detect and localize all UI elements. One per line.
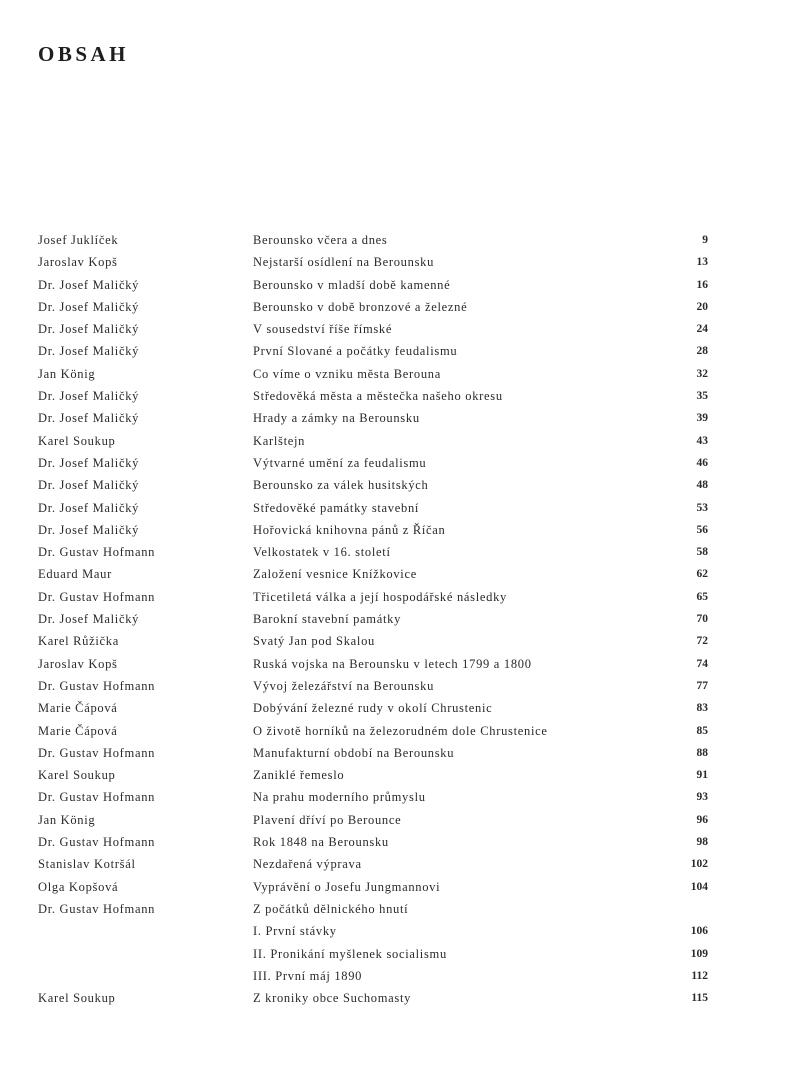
toc-title: Nejstarší osídlení na Berounsku (253, 255, 435, 270)
toc-entry (0, 586, 810, 608)
toc-entry (0, 519, 810, 541)
toc-entry (0, 430, 810, 452)
toc-author: Dr. Gustav Hofmann (38, 589, 156, 604)
toc-title: Z kroniky obce Suchomasty (253, 991, 412, 1006)
toc-author: Dr. Gustav Hofmann (38, 745, 156, 760)
toc-author: Josef Juklíček (38, 233, 119, 247)
toc-author: Dr. Josef Maličký (38, 500, 140, 515)
toc-entry (0, 296, 810, 318)
toc-entry (0, 653, 810, 675)
toc-author: Jaroslav Kopš (38, 656, 118, 671)
toc-author: Jan König (38, 812, 96, 827)
toc-entry (0, 608, 810, 630)
toc-author: Dr. Josef Maličký (38, 478, 140, 493)
toc-title: Vývoj železářství na Berounsku (253, 678, 435, 693)
toc-title: Třicetiletá válka a její hospodářské následky (253, 589, 507, 604)
toc-title: Karlštejn (253, 433, 306, 448)
toc-author: Karel Růžička (38, 634, 119, 649)
toc-author: Marie Čápová (38, 723, 118, 738)
toc-author: Jaroslav Kopš (38, 255, 118, 270)
toc-entry (0, 251, 810, 273)
toc-title: Velkostatek v 16. století (253, 545, 391, 560)
toc-author: Stanislav Kotršál (38, 857, 136, 872)
toc-page-number: 112 (691, 969, 708, 982)
toc-author: Dr. Gustav Hofmann (38, 545, 156, 560)
toc-entry (0, 385, 810, 407)
toc-author: Dr. Josef Maličký (38, 411, 140, 426)
toc-page-number: 96 (696, 813, 708, 826)
toc-page-number: 43 (696, 434, 708, 447)
toc-subentry (0, 943, 810, 965)
toc-page-number: 35 (696, 390, 708, 403)
toc-page-number: 70 (696, 613, 708, 626)
toc-entry (0, 764, 810, 786)
toc-entry (0, 407, 810, 429)
toc-page-number: 20 (696, 300, 708, 313)
toc-entry (0, 229, 810, 251)
toc-entry (0, 876, 810, 898)
toc-entry (0, 474, 810, 496)
toc-entry (0, 630, 810, 652)
toc-page-number: 58 (696, 546, 708, 559)
toc-entry (0, 898, 810, 920)
toc-author: Karel Soukup (38, 433, 116, 448)
toc-title: Barokní stavební památky (253, 612, 402, 627)
toc-title: Svatý Jan pod Skalou (253, 634, 375, 649)
toc-title: Berounsko v době bronzové a železné (253, 299, 468, 314)
toc-author: Dr. Josef Maličký (38, 344, 140, 359)
toc-title: Rok 1848 na Berounsku (253, 835, 389, 850)
toc-author: Dr. Gustav Hofmann (38, 901, 156, 916)
toc-page-number: 28 (696, 345, 708, 358)
toc-entry (0, 697, 810, 719)
toc-title: I. První stávky (253, 924, 337, 939)
toc-page-number: 83 (696, 702, 708, 715)
toc-author: Dr. Gustav Hofmann (38, 835, 156, 850)
toc-author: Dr. Josef Maličký (38, 389, 140, 404)
toc-page-number: 88 (696, 746, 708, 759)
toc-page-number: 39 (696, 412, 708, 425)
toc-title: Nezdařená výprava (253, 857, 362, 872)
toc-title: O životě horníků na železorudném dole Chrustenice (253, 723, 548, 738)
toc-entry (0, 720, 810, 742)
toc-page-number: 56 (696, 523, 708, 536)
toc-author: Dr. Josef Maličký (38, 299, 140, 314)
toc-author: Dr. Josef Maličký (38, 455, 140, 470)
toc-title: Berounsko včera a dnes (253, 233, 388, 247)
toc-entry (0, 786, 810, 808)
toc-page-number: 98 (696, 836, 708, 849)
toc-author: Dr. Josef Maličký (38, 322, 140, 337)
toc-page-number: 85 (696, 724, 708, 737)
toc-page-number: 91 (696, 769, 708, 782)
toc-title: Na prahu moderního průmyslu (253, 790, 426, 805)
toc-page-number: 9 (702, 234, 708, 246)
toc-entry (0, 340, 810, 362)
toc-author: Dr. Gustav Hofmann (38, 790, 156, 805)
toc-page-number: 53 (696, 501, 708, 514)
toc-subentry (0, 920, 810, 942)
toc-title: Vyprávění o Josefu Jungmannovi (253, 879, 441, 894)
toc-page-number: 13 (696, 256, 708, 269)
toc-title: Co víme o vzniku města Berouna (253, 366, 441, 381)
table-of-contents (0, 229, 810, 1009)
toc-title: V sousedství říše římské (253, 322, 393, 337)
toc-entry (0, 853, 810, 875)
toc-entry (0, 987, 810, 1009)
toc-entry (0, 563, 810, 585)
toc-author: Karel Soukup (38, 768, 116, 783)
toc-page-number: 72 (696, 635, 708, 648)
toc-title: Hořovická knihovna pánů z Říčan (253, 522, 446, 537)
toc-title: Založení vesnice Knížkovice (253, 567, 417, 582)
toc-author: Dr. Josef Maličký (38, 277, 140, 292)
page-title: OBSAH (38, 42, 130, 66)
toc-entry (0, 675, 810, 697)
toc-author: Karel Soukup (38, 991, 116, 1006)
toc-page-number: 65 (696, 590, 708, 603)
toc-author: Dr. Gustav Hofmann (38, 678, 156, 693)
toc-entry (0, 742, 810, 764)
toc-title: Berounsko v mladší době kamenné (253, 277, 451, 292)
toc-page-number: 109 (690, 947, 708, 960)
toc-page-number: 74 (696, 657, 708, 670)
toc-title: Berounsko za válek husitských (253, 478, 429, 493)
toc-entry (0, 274, 810, 296)
toc-page-number: 93 (696, 791, 708, 804)
toc-entry (0, 831, 810, 853)
toc-entry (0, 497, 810, 519)
toc-title: První Slované a počátky feudalismu (253, 344, 458, 359)
toc-title: Ruská vojska na Berounsku v letech 1799 a 1800 (253, 656, 532, 671)
toc-page-number: 46 (696, 456, 708, 469)
toc-author: Dr. Josef Maličký (38, 612, 140, 627)
toc-page-number: 106 (690, 925, 708, 938)
toc-title: III. První máj 1890 (253, 968, 363, 983)
toc-subentry (0, 965, 810, 987)
toc-entry (0, 363, 810, 385)
toc-author: Jan König (38, 366, 96, 381)
toc-page-number: 104 (690, 880, 708, 893)
toc-author: Dr. Josef Maličký (38, 522, 140, 537)
toc-title: Středověké památky stavební (253, 500, 420, 515)
toc-page-number: 24 (696, 323, 708, 336)
toc-title: Plavení dříví po Berounce (253, 812, 402, 827)
toc-page-number: 77 (696, 679, 708, 692)
toc-title: II. Pronikání myšlenek socialismu (253, 946, 447, 961)
toc-page-number: 115 (691, 992, 708, 1005)
toc-page-number: 16 (696, 278, 708, 291)
toc-author: Olga Kopšová (38, 879, 119, 894)
toc-entry (0, 318, 810, 340)
toc-title: Dobývání železné rudy v okolí Chrustenic (253, 701, 493, 716)
toc-title: Výtvarné umění za feudalismu (253, 455, 427, 470)
toc-author: Eduard Maur (38, 567, 112, 582)
toc-page-number: 48 (696, 479, 708, 492)
toc-title: Středověká města a městečka našeho okresu (253, 389, 503, 404)
toc-page-number: 102 (690, 858, 708, 871)
toc-title: Zaniklé řemeslo (253, 768, 345, 783)
toc-title: Manufakturní období na Berounsku (253, 745, 455, 760)
toc-page-number: 32 (696, 367, 708, 380)
toc-entry (0, 541, 810, 563)
toc-author: Marie Čápová (38, 701, 118, 716)
toc-entry (0, 809, 810, 831)
toc-page-number: 62 (696, 568, 708, 581)
toc-entry (0, 452, 810, 474)
toc-title: Z počátků dělnického hnutí (253, 901, 409, 916)
toc-title: Hrady a zámky na Berounsku (253, 411, 420, 426)
